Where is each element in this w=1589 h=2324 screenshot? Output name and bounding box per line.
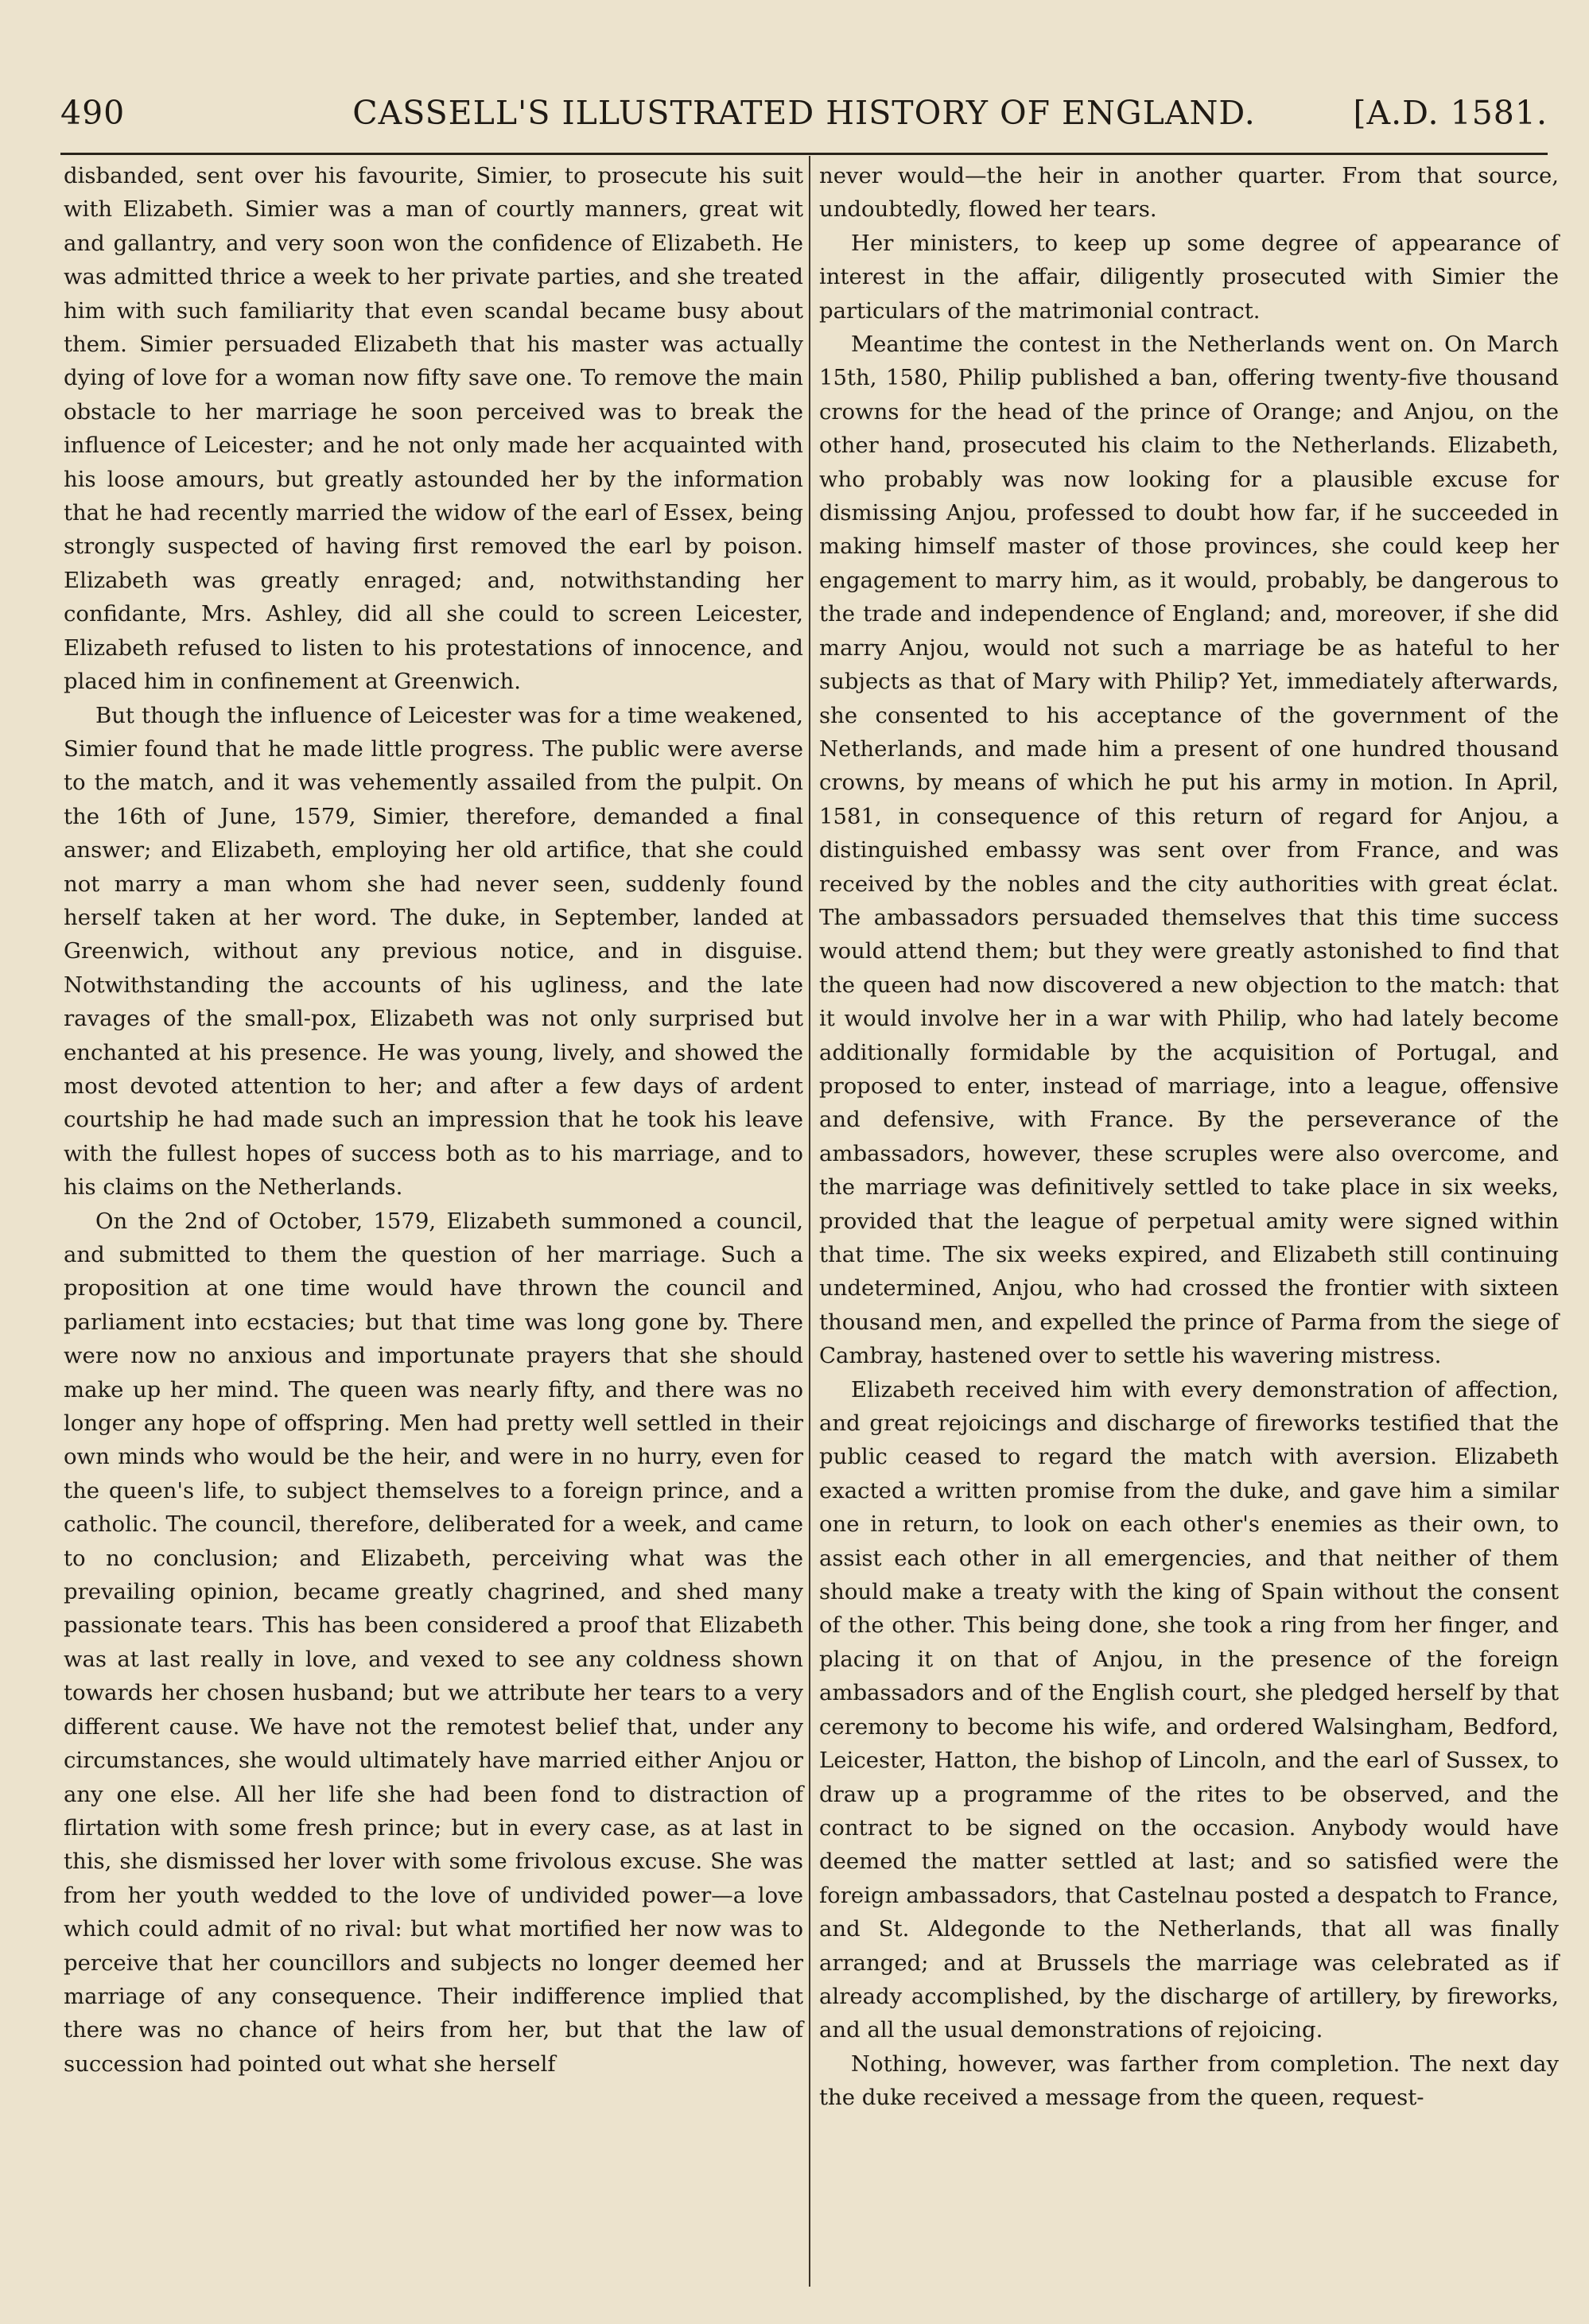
paragraph: Elizabeth received him with every demonstration of affection, and great rejoicings and discharge of fireworks testified that the public ceased to regard the match with aversion. Elizabeth exacted a written promise from the duke, and gave him a similar one in return, to look on each other's enemies as their own, to assist each other in all emergencies, and that neither of them should make a treaty with the king of Spain without the consent of the other. This being done, she took a ring from her finger, and placing it on that of Anjou, in the presence of the foreign ambassadors and of the English court, she pledged herself by that ceremony to become his wife, and ordered Walsingham, Bedford, Leicester, Hatton, the bishop of Lincoln, and the earl of Sussex, to draw up a programme of the rites to be observed, and the contract to be signed on the occasion. Anybody would have deemed the matter settled at last; and so satisfied were the foreign ambassadors, that Castelnau posted a despatch to France, and St. Aldegonde to the Netherlands, that all was finally arranged; and at Brussels the marriage was celebrated as if already accomplished, by the discharge of artillery, by fireworks, and all the usual demonstrations of rejoicing.	[819, 1376, 1559, 2043]
column-divider	[809, 156, 810, 2287]
header-rule	[60, 153, 1548, 155]
running-date: [A.D. 1581.	[1353, 94, 1548, 132]
right-column	[819, 159, 1559, 2115]
paragraph: disbanded, sent over his favourite, Simier, to prosecute his suit with Elizabeth. Simier was a man of courtly manners, great wit and gallantry, and very soon won the confidence of Elizabeth. He was admitted thrice a week to her private parties, and she treated him with such familiarity that even scandal became busy about them. Simier persuaded Elizabeth that his master was actually dying of love for a woman now fifty save one. To remove the main obstacle to her marriage he soon perceived was to break the influence of Leicester; and he not only made her acquainted with his loose amours, but greatly astounded her by the information that he had recently married the widow of the earl of Essex, being strongly suspected of having first removed the earl by poison. Elizabeth was greatly enraged; and, notwithstanding her confidante, Mrs. Ashley, did all she could to screen Leicester, Elizabeth refused to listen to his protestations of innocence, and placed him in confinement at Greenwich.	[64, 163, 803, 695]
paragraph: never would—the heir in another quarter. From that source, undoubtedly, flowed her tears.	[819, 163, 1559, 223]
paragraph: Her ministers, to keep up some degree of appearance of interest in the affair, diligently prosecuted with Simier the particulars of the matrimonial contract.	[819, 230, 1559, 324]
running-header	[60, 94, 1548, 142]
paragraph: But though the influence of Leicester was for a time weakened, Simier found that he made little progress. The public were averse to the match, and it was vehemently assailed from the pulpit. On the 16th of June, 1579, Simier, therefore, demanded a final answer; and Elizabeth, employing her old artifice, that she could not marry a man whom she had never seen, suddenly found herself taken at her word. The duke, in September, landed at Greenwich, without any previous notice, and in disguise. Notwithstanding the accounts of his ugliness, and the late ravages of the small-pox, Elizabeth was not only surprised but enchanted at his presence. He was young, lively, and showed the most devoted attention to her; and after a few days of ardent courtship he had made such an impression that he took his leave with the fullest hopes of success both as to his marriage, and to his claims on the Netherlands.	[64, 702, 803, 1201]
paragraph: On the 2nd of October, 1579, Elizabeth summoned a council, and submitted to them the question of her marriage. Such a proposition at one time would have thrown the council and parliament into ecstacies; but that time was long gone by. There were now no anxious and importunate prayers that she should make up her mind. The queen was nearly fifty, and there was no longer any hope of offspring. Men had pretty well settled in their own minds who would be the heir, and were in no hurry, even for the queen's life, to subject themselves to a foreign prince, and a catholic. The council, therefore, deliberated for a week, and came to no conclusion; and Elizabeth, perceiving what was the prevailing opinion, became greatly chagrined, and shed many passionate tears. This has been considered a proof that Elizabeth was at last really in love, and vexed to see any coldness shown towards her chosen husband; but we attribute her tears to a very different cause. We have not the remotest belief that, under any circumstances, she would ultimately have married either Anjou or any one else. All her life she had been fond to distraction of flirtation with some fresh prince; but in every case, as at last in this, she dismissed her lover with some frivolous excuse. She was from her youth wedded to the love of undivided power—a love which could admit of no rival: but what mortified her now was to perceive that her councillors and subjects no longer deemed her marriage of any consequence. Their indifference implied that there was no chance of heirs from her, but that the law of succession had pointed out what she herself	[64, 1208, 803, 2077]
paragraph: Meantime the contest in the Netherlands went on. On March 15th, 1580, Philip published a ban, offering twenty-five thousand crowns for the head of the prince of Orange; and Anjou, on the other hand, prosecuted his claim to the Netherlands. Elizabeth, who probably was now looking for a plausible excuse for dismissing Anjou, professed to doubt how far, if he succeeded in making himself master of those provinces, she could keep her engagement to marry him, as it would, probably, be dangerous to the trade and independence of England; and, moreover, if she did marry Anjou, would not such a marriage be as hateful to her subjects as that of Mary with Philip? Yet, immediately afterwards, she consented to his acceptance of the government of the Netherlands, and made him a present of one hundred thousand crowns, by means of which he put his army in motion. In April, 1581, in consequence of this return of regard for Anjou, a distinguished embassy was sent over from France, and was received by the nobles and the city authorities with great éclat. The ambassadors persuaded themselves that this time success would attend them; but they were greatly astonished to find that the queen had now discovered a new objection to the match: that it would involve her in a war with Philip, who had lately become additionally formidable by the acquisition of Portugal, and proposed to enter, instead of marriage, into a league, offensive and defensive, with France. By the perseverance of the ambassadors, however, these scruples were also overcome, and the marriage was definitively settled to take place in six weeks, provided that the league of perpetual amity were signed within that time. The six weeks expired, and Elizabeth still continuing undetermined, Anjou, who had crossed the frontier with sixteen thousand men, and expelled the prince of Parma from the siege of Cambray, hastened over to settle his wavering mistress.	[819, 332, 1559, 1369]
left-column	[64, 159, 803, 2081]
paragraph: Nothing, however, was farther from completion. The next day the duke received a message from the queen, request-	[819, 2050, 1559, 2111]
page-number: 490	[60, 94, 126, 132]
running-title: CASSELL'S ILLUSTRATED HISTORY OF ENGLAND.	[352, 94, 1256, 132]
